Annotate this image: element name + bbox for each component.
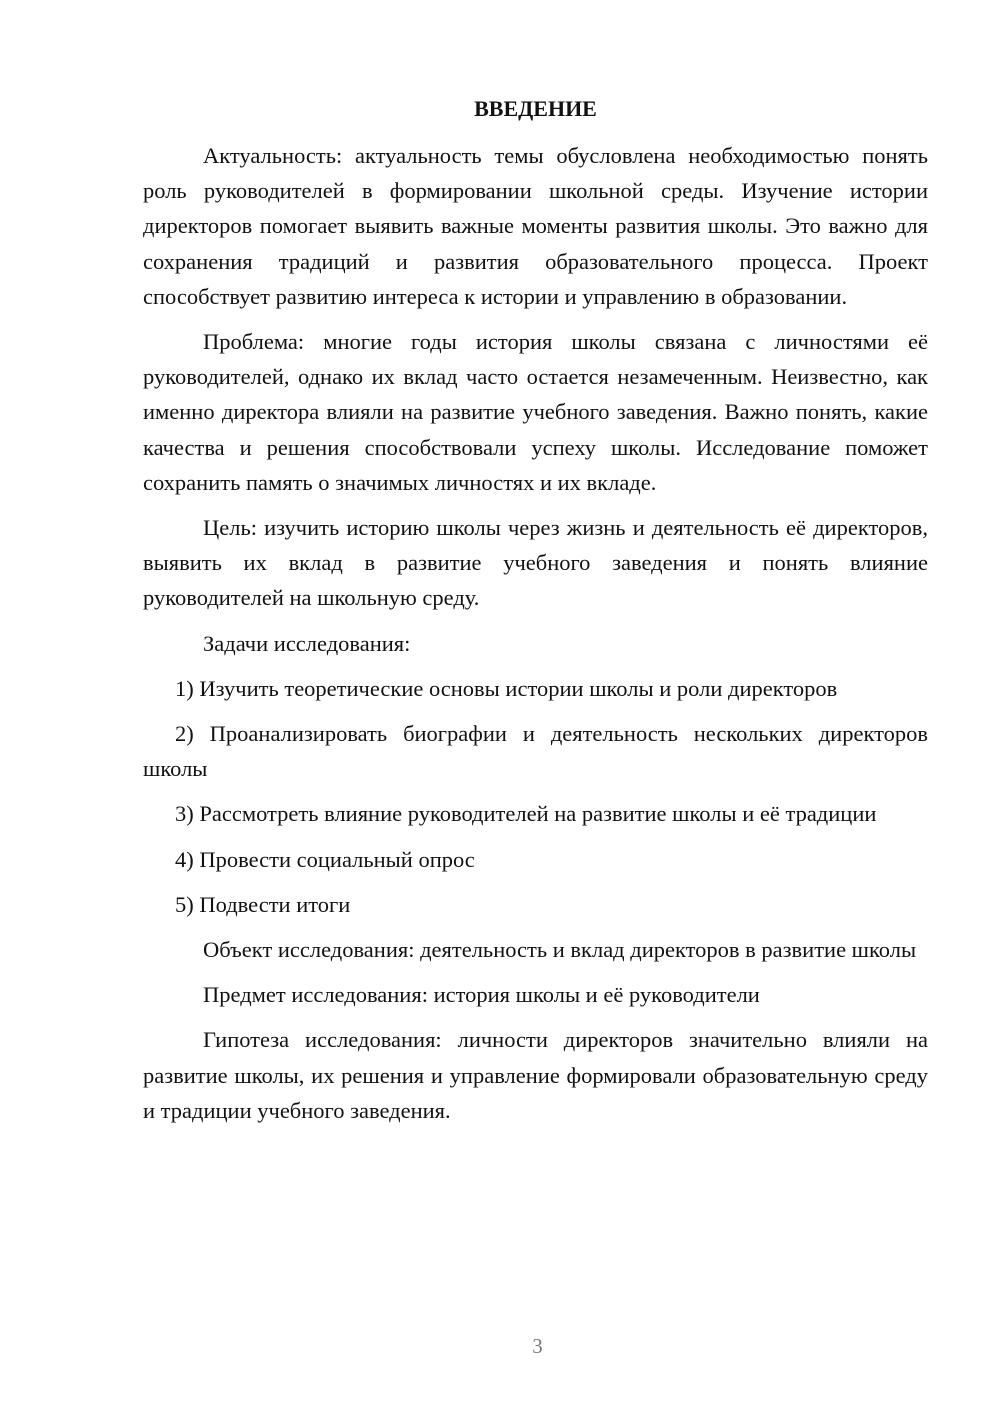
paragraph-tasks-heading: Задачи исследования: [203, 630, 411, 656]
paragraph-hypothesis: Гипотеза исследования: личности директоров значительно влияли на развитие школы, их решения и управление формировали образовательную среду и традиции учебного заведения. [143, 1027, 928, 1123]
paragraph-problem: Проблема: многие годы история школы связана с личностями её руководителей, однако их вклад часто остается незамеченным. Неизвестно, как именно директора влияли на развитие учебного заведения. Важно понять, какие качества и решения способствовали успеху школы. Исследование поможет сохранить память о значимых личностях и их вкладе. [143, 329, 928, 495]
paragraph-relevance: Актуальность: актуальность темы обусловлена необходимостью понять роль руководителей в формировании школьной среды. Изучение истории директоров помогает выявить важные моменты развития школы. Это важно для сохранения традиций и развития образовательного процесса. Проект способствует развитию интереса к истории и управлению в образовании. [143, 143, 928, 309]
task-item-2: 2) Проанализировать биографии и деятельность нескольких директоров школы [143, 721, 928, 782]
paragraph-object: Объект исследования: деятельность и вклад директоров в развитие школы [203, 937, 917, 963]
task-item-5: 5) Подвести итоги [175, 891, 351, 917]
task-item-4: 4) Провести социальный опрос [175, 846, 475, 872]
page-number: 3 [532, 1334, 543, 1358]
task-item-1: 1) Изучить теоретические основы истории школы и роли директоров [175, 675, 838, 701]
paragraph-subject: Предмет исследования: история школы и её руководители [203, 982, 760, 1008]
paragraph-goal: Цель: изучить историю школы через жизнь и деятельность её директоров, выявить их вклад в развитие учебного заведения и понять влияние руководителей на школьную среду. [143, 515, 928, 611]
task-item-3: 3) Рассмотреть влияние руководителей на развитие школы и её традиции [175, 801, 877, 827]
page-title: ВВЕДЕНИЕ [474, 96, 597, 121]
page-content [143, 94, 928, 1138]
